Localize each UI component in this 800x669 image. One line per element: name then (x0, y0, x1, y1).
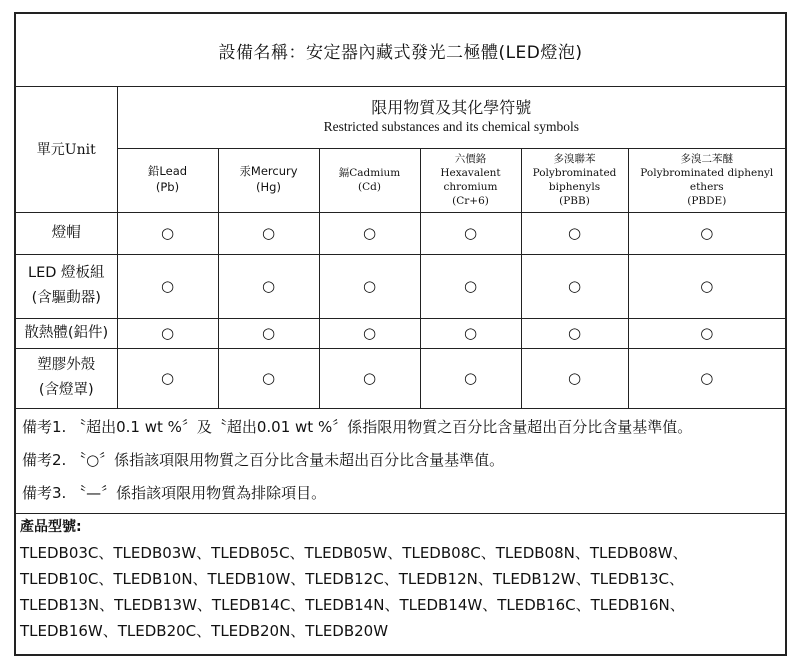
models-heading: 產品型號: (20, 519, 82, 535)
model-line: TLEDB03C、TLEDB03W、TLEDB05C、TLEDB05W、TLEDB08C、TLEDB08N、TLEDB08W、 (20, 544, 688, 562)
table-row (16, 318, 785, 348)
table-header-row-2 (16, 148, 785, 212)
compliance-mark: ○ (628, 254, 785, 318)
substance-header-mercury (218, 148, 319, 212)
notes-section (16, 408, 785, 514)
note-3: 備考3. 〝—〞係指該項限用物質為排除項目。 (22, 484, 327, 502)
substance-name: 鉛Lead (147, 164, 188, 179)
substance-name: 多溴聯苯 (553, 152, 596, 165)
row-label (16, 348, 117, 408)
compliance-mark: ○ (420, 212, 521, 254)
substance-symbol: (Cr+6) (452, 195, 489, 208)
compliance-mark: ○ (319, 212, 420, 254)
compliance-mark: ○ (218, 212, 319, 254)
substance-header-chromium (420, 148, 521, 212)
row-label-line: 塑膠外殼 (37, 357, 96, 374)
substance-header-cadmium (319, 148, 420, 212)
row-label-line: LED 燈板組 (27, 265, 105, 282)
substance-name: 六價鉻 (454, 152, 487, 165)
substance-symbol: (Pb) (155, 180, 180, 194)
table-row (16, 348, 785, 408)
unit-header: 單元Unit (16, 86, 117, 212)
compliance-mark: ○ (319, 254, 420, 318)
model-list (20, 540, 780, 644)
model-line: TLEDB13N、TLEDB13W、TLEDB14C、TLEDB14N、TLEDB14W、TLEDB16C、TLEDB16N、 (20, 596, 685, 614)
row-label (16, 318, 117, 348)
compliance-mark: ○ (218, 318, 319, 348)
note-2: 備考2. 〝○〞係指該項限用物質之百分比含量未超出百分比含量基準值。 (22, 451, 505, 469)
compliance-mark: ○ (521, 348, 628, 408)
compliance-mark: ○ (628, 212, 785, 254)
page-title: 設備名稱：安定器內藏式發光二極體(LED燈泡) (16, 14, 785, 87)
compliance-mark: ○ (117, 348, 218, 408)
compliance-mark: ○ (218, 348, 319, 408)
substance-name-en: Polybrominated biphenyls (532, 166, 617, 193)
compliance-mark: ○ (521, 254, 628, 318)
table-header-row-1 (16, 86, 785, 148)
note-1: 備考1. 〝超出0.1 wt %〞及〝超出0.01 wt %〞係指限用物質之百分比含量超出百分比含量基準值。 (22, 418, 693, 436)
substance-header-pbb (521, 148, 628, 212)
substance-symbol: (PBDE) (687, 195, 727, 208)
compliance-mark: ○ (319, 348, 420, 408)
row-label-line: 燈帽 (51, 224, 81, 241)
substance-name: 鎘Cadmium (338, 166, 401, 179)
compliance-mark: ○ (521, 318, 628, 348)
compliance-mark: ○ (218, 254, 319, 318)
substance-name-en: Hexavalent chromium (440, 166, 501, 193)
substance-name: 多溴二苯醚 (680, 152, 734, 165)
compliance-mark: ○ (628, 348, 785, 408)
substance-symbol: (Hg) (256, 180, 281, 194)
compliance-mark: ○ (319, 318, 420, 348)
restricted-substances-table (16, 86, 785, 409)
group-label-zh: 限用物質及其化學符號 (371, 97, 532, 117)
compliance-mark: ○ (117, 254, 218, 318)
substance-header-lead (117, 148, 218, 212)
table-row (16, 254, 785, 318)
row-label-line: (含驅動器) (31, 290, 101, 306)
row-label (16, 254, 117, 318)
group-label-en: Restricted substances and its chemical symbols (323, 119, 579, 135)
model-line: TLEDB10C、TLEDB10N、TLEDB10W、TLEDB12C、TLEDB12N、TLEDB12W、TLEDB13C、 (20, 570, 684, 588)
substance-header-pbde (628, 148, 785, 212)
compliance-mark: ○ (521, 212, 628, 254)
compliance-mark: ○ (420, 254, 521, 318)
compliance-mark: ○ (420, 318, 521, 348)
compliance-mark: ○ (117, 318, 218, 348)
substance-name: 汞Mercury (239, 164, 298, 179)
substances-group-header (117, 86, 785, 148)
compliance-mark: ○ (628, 318, 785, 348)
substance-name-en: Polybrominated diphenyl ethers (640, 166, 774, 193)
document-frame (14, 12, 787, 656)
compliance-mark: ○ (117, 212, 218, 254)
row-label-line: (含燈罩) (38, 382, 94, 398)
row-label-line: 散熱體(鋁件) (24, 324, 109, 341)
table-row (16, 212, 785, 254)
substance-symbol: (Cd) (358, 181, 381, 193)
model-line: TLEDB16W、TLEDB20C、TLEDB20N、TLEDB20W (20, 622, 389, 640)
compliance-mark: ○ (420, 348, 521, 408)
substance-symbol: (PBB) (559, 195, 590, 208)
row-label (16, 212, 117, 254)
